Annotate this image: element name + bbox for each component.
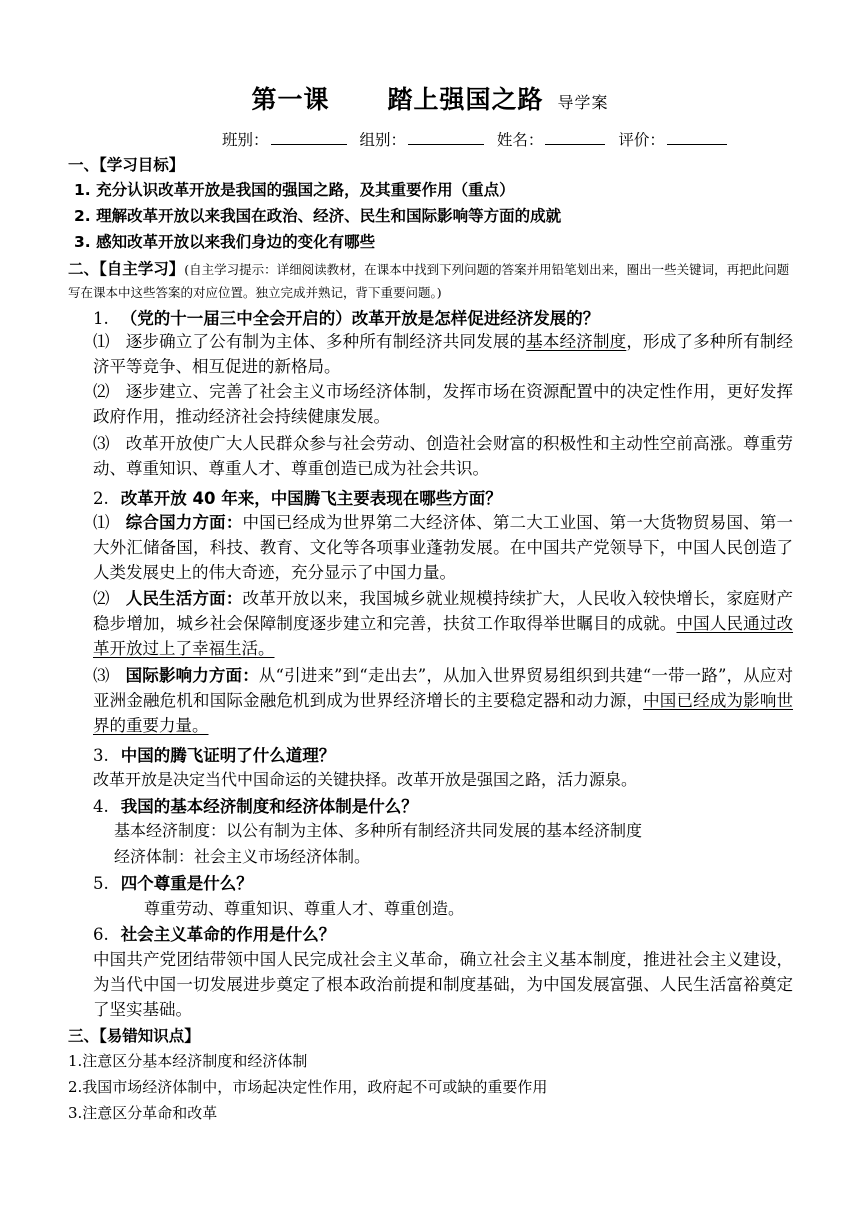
question-number: 3.: [93, 746, 109, 765]
name-label: 姓名：: [496, 131, 544, 149]
group-blank[interactable]: [408, 129, 484, 145]
title-suffix: 导学案: [557, 93, 609, 112]
answer-text: 经济体制：社会主义市场经济体制。: [114, 847, 371, 866]
answer-paragraph: ⑶ 改革开放使广大人民群众参与社会劳动、创造社会财富的积极性和主动性空前高涨。尊重劳动、尊重知识、尊重人才、尊重创造已成为社会共识。: [93, 434, 793, 478]
mistake-item: 3.注意区分革命和改革: [68, 1104, 218, 1122]
answer-paragraph: ⑴ 综合国力方面：中国已经成为世界第二大经济体、第二大工业国、第一大货物贸易国、第一大外汇储备国，科技、教育、文化等各项事业蓬勃发展。在中国共产党领导下，中国人民创造了人类发展史上的伟大奇迹，充分显示了中国力量。: [93, 513, 793, 582]
answer-paragraph: 中国共产党团结带领中国人民完成社会主义革命，确立社会主义基本制度，推进社会主义建设，为当代中国一切发展进步奠定了根本政治前提和制度基础，为中国发展富强、人民生活富裕奠定了坚实基础。: [93, 950, 793, 1019]
question-number: 6.: [93, 925, 109, 944]
question-2: [93, 485, 502, 509]
eval-blank[interactable]: [667, 129, 727, 145]
objective-item: 1. 充分认识改革开放是我国的强国之路，及其重要作用（重点）: [74, 181, 515, 199]
question-text: 中国的腾飞证明了什么道理？: [120, 746, 336, 765]
student-info-row: [222, 128, 735, 150]
objective-item: 2. 理解改革开放以来我国在政治、经济、民生和国际影响等方面的成就: [74, 207, 562, 225]
name-blank[interactable]: [545, 129, 605, 145]
section-heading-objectives: 一、【学习目标】: [68, 156, 185, 174]
lesson-name: 踏上强国之路: [387, 85, 544, 114]
self-study-note: [68, 258, 792, 304]
self-study-tip: (自主学习提示：详细阅读教材，在课本中找到下列问题的答案并用铅笔划出来，圈出一些关键词，再把此问题写在课本中这些答案的对应位置。独立完成并熟记，背下重要问题。): [68, 262, 790, 300]
question-number: 5.: [93, 874, 109, 893]
question-number: 1.: [93, 309, 109, 328]
question-5: [93, 870, 253, 894]
eval-label: 评价：: [618, 131, 665, 149]
lesson-number: 第一课: [251, 85, 330, 114]
question-text: 社会主义革命的作用是什么？: [120, 925, 336, 944]
answer-paragraph: ⑵ 人民生活方面：改革开放以来，我国城乡就业规模持续扩大，人民收入较快增长，家庭财产稳步增加，城乡社会保障制度逐步建立和完善，扶贫工作取得举世瞩目的成就。中国人民通过改革开放过上了幸福生活。: [93, 589, 794, 658]
answer-text: 尊重劳动、尊重知识、尊重人才、尊重创造。: [144, 899, 465, 918]
objective-item: 3. 感知改革开放以来我们身边的变化有哪些: [74, 233, 376, 251]
group-label: 组别：: [359, 131, 406, 149]
section-heading-self-study: 二、【自主学习】: [68, 260, 185, 278]
question-text: 四个尊重是什么？: [120, 874, 253, 893]
answer-text: 改革开放是决定当代中国命运的关键抉择。改革开放是强国之路，活力源泉。: [93, 770, 638, 789]
class-blank[interactable]: [271, 129, 347, 145]
page-title: [0, 80, 860, 116]
answer-paragraph: ⑴ 逐步确立了公有制为主体、多种所有制经济共同发展的基本经济制度，形成了多种所有制经济平等竞争、相互促进的新格局。: [93, 332, 793, 376]
question-6: [93, 921, 335, 945]
question-text: 我国的基本经济制度和经济体制是什么？: [120, 797, 418, 816]
question-number: 2.: [93, 489, 109, 508]
question-number: 4.: [93, 797, 109, 816]
mistake-item: 1.注意区分基本经济制度和经济体制: [68, 1052, 308, 1070]
answer-text: 基本经济制度：以公有制为主体、多种所有制经济共同发展的基本经济制度: [114, 821, 643, 840]
question-4: [93, 793, 418, 817]
question-1: [93, 305, 599, 329]
mistake-item: 2.我国市场经济体制中，市场起决定性作用，政府起不可或缺的重要作用: [68, 1078, 548, 1096]
question-text: （党的十一届三中全会开启的）改革开放是怎样促进经济发展的？: [120, 309, 600, 328]
question-3: [93, 742, 335, 766]
section-heading-mistakes: 三、【易错知识点】: [68, 1027, 200, 1045]
answer-paragraph: ⑵ 逐步建立、完善了社会主义市场经济体制，发挥市场在资源配置中的决定性作用，更好发挥政府作用，推动经济社会持续健康发展。: [93, 382, 793, 426]
underlined-term: 中国已经成为影响世界的重要力量。: [93, 691, 794, 735]
class-label: 班别：: [222, 131, 269, 149]
underlined-term: 中国人民通过改革开放过上了幸福生活。: [93, 614, 794, 658]
underlined-term: 基本经济制度: [526, 332, 627, 351]
answer-paragraph: ⑶ 国际影响力方面：从“引进来”到“走出去”，从加入世界贸易组织到共建“一带一路”，从应对亚洲金融危机和国际金融危机到成为世界经济增长的主要稳定器和动力源，中国已经成为影响世界的重要力量。: [93, 666, 794, 735]
question-text: 改革开放 40 年来，中国腾飞主要表现在哪些方面？: [120, 489, 502, 508]
